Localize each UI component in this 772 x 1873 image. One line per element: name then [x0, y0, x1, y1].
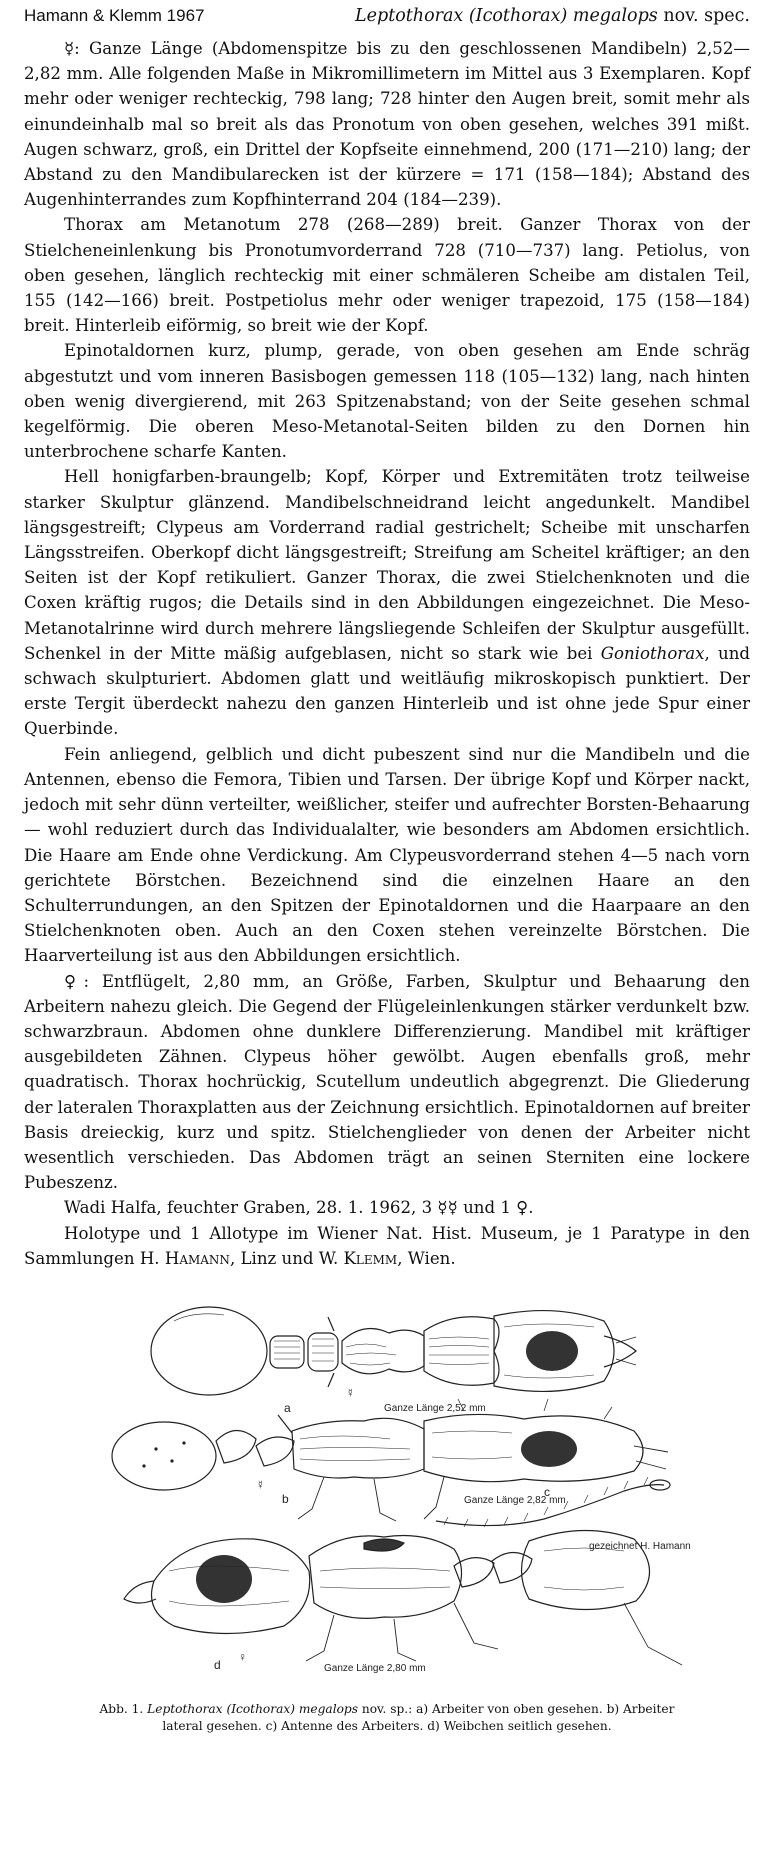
header-authors: Hamann & Klemm 1967 — [24, 6, 205, 25]
worker-symbol-b: ☿ — [256, 1477, 265, 1492]
collector-hamann: Hamann — [164, 1248, 230, 1268]
paragraph-worker-measurements: ☿: Ganze Länge (Abdomenspitze bis zu den geschlossenen Mandibeln) 2,52—2,82 mm. Alle folgenden Maße in Mikromillimetern im Mittel aus 3 Exemplaren. Kopf mehr oder weniger rechteckig, 798 lang; 728 hinter den Augen breit, somit mehr als einundeinhalb mal so breit als das Pronotum von oben gesehen, welches 391 mißt. Augen schwarz, groß, ein Drittel der Kopfseite einnehmend, 200 (171—210) lang; der Abstand zu den Mandibularecken ist der kürzere = 171 (158—184); Abstand des Augenhinterrandes zum Kopfhinterrand 204 (184—239). — [24, 39, 750, 210]
drawing-worker-dorsal — [151, 1307, 636, 1395]
figure-length-a: Ganze Länge 2,52 mm — [384, 1402, 486, 1414]
worker-symbol-a: ☿ — [346, 1385, 355, 1400]
figure-caption — [94, 1701, 680, 1735]
drawing-worker-lateral — [112, 1399, 668, 1521]
figure-label-a: a — [284, 1400, 291, 1415]
color-sculpture-text: Hell honigfarben-braungelb; Kopf, Körper und Extremitäten trotz teilweise starker Skulptur glänzend. Mandibelschneidrand leicht angedunkelt. Mandibel längsgestreift; Clypeus am Vorderrand radial gestrichelt; Scheibe mit unscharfen Längsstreifen. Oberkopf dicht längsgestreift; Streifung am Scheitel kräftiger; an den Seiten ist der Kopf retikuliert. Ganzer Thorax, die zwei Stielchenknoten und die Coxen kräftig rugos; die Details sind in den Abbildungen eingezeichnet. Die Meso-Metanotalrinne wird durch mehrere längsliegende Schleifen der Skulptur ausgefüllt. Schenkel in der Mitte mäßig aufgeblasen, nicht so stark wie bei — [24, 467, 750, 663]
header-suffix: nov. spec. — [663, 6, 750, 26]
caption-species: megalops — [298, 1701, 358, 1716]
figure-length-b: Ganze Länge 2,82 mm — [464, 1494, 566, 1506]
genus-goniothorax: Goniothorax — [600, 643, 705, 663]
color-sculpture-text-end: , und schwach skulpturiert. Abdomen glatt und weitläufig mikroskopisch punktiert. Der erste Tergit überdeckt nahezu den ganzen Hinterleib und ist ohne jede Spur einer Querbinde. — [24, 643, 751, 739]
caption-rest: nov. sp.: a) Arbeiter von oben gesehen. b) Arbeiter lateral gesehen. c) Antenne des Arbeiters. d) Weibchen seitlich gesehen. — [162, 1701, 675, 1733]
paragraph-thorax: Thorax am Metanotum 278 (268—289) breit. Ganzer Thorax von der Stielcheneinlenkung bis Pronotumvorderrand 728 (710—737) lang. Petiolus, von oben gesehen, länglich rechteckig mit einer schmäleren Scheibe am distalen Teil, 155 (142—166) breit. Postpetiolus mehr oder weniger trapezoid, 175 (158—184) breit. Hinterleib eiförmig, so breit wie der Kopf. — [24, 215, 750, 336]
header-genus: Leptothorax — [355, 6, 464, 26]
figure-label-d: d — [214, 1657, 221, 1672]
header-title — [355, 6, 750, 26]
figure-ant-drawings — [24, 1281, 752, 1693]
caption-prefix: Abb. 1. — [99, 1701, 148, 1716]
paragraph-pubescence: Fein anliegend, gelblich und dicht pubeszent sind nur die Mandibeln und die Antennen, ebenso die Femora, Tibien und Tarsen. Der übrige Kopf und Körper nackt, jedoch mit sehr dünn verteilter, weißlicher, steifer und aufrechter Borsten-Behaarung — wohl reduziert durch das Individualalter, wie besonders am Abdomen ersichtlich. Die Haare am Ende ohne Verdickung. Am Clypeusvorderrand stehen 4—5 nach vorn gerichtete Börstchen. Bezeichnend sind die einzelnen Haare an den Schulterrundungen, an den Spitzen der Epinotaldornen und die Haarpaare an den Stielchenknoten oben. Auch an den Coxen stehen vereinzelte Börstchen. Die Haarverteilung ist aus den Abbildungen ersichtlich. — [24, 744, 750, 966]
header-species: megalops — [572, 6, 658, 26]
paragraph-epinotal-spines: Epinotaldornen kurz, plump, gerade, von oben gesehen am Ende schräg abgestutzt und vom inneren Basisbogen gemessen 118 (105—132) lang, nach hinten oben wenig divergierend, mit 263 Spitzenabstand; von der Seite gesehen schmal kegelförmig. Die oberen Meso-Metanotal-Seiten bilden zu den Dornen hin unterbrochene scharfe Kanten. — [24, 341, 750, 462]
paragraph-color-sculpture — [24, 464, 750, 741]
paragraph-female: ♀: Entflügelt, 2,80 mm, an Größe, Farben, Skulptur und Behaarung den Arbeitern nahezu gleich. Die Gegend der Flügeleinlenkungen stärker verdunkelt bzw. schwarzbraun. Abdomen ohne dunklere Differenzierung. Mandibel mit kräftiger ausgebildeten Zähnen. Clypeus höher gewölbt. Augen ebenfalls groß, mehr quadratisch. Thorax hochrückig, Scutellum undeutlich abgegrenzt. Die Gliederung der lateralen Thoraxplatten aus der Zeichnung ersichtlich. Epinotaldornen auf breiter Basis dreieckig, kurz und spitz. Stielchenglieder von denen der Arbeiter nicht wesentlich verschieden. Das Abdomen trägt an seinen Sterniten eine lockere Pubeszenz. — [24, 971, 750, 1193]
figure-signature: gezeichnet H. Hamann — [589, 1540, 691, 1552]
article-body — [24, 36, 750, 1271]
paragraph-locality: Wadi Halfa, feuchter Graben, 28. 1. 1962, 3 ☿☿ und 1 ♀. — [64, 1198, 534, 1218]
types-text-2: , Linz und W. — [229, 1248, 344, 1268]
collector-klemm: Klemm — [343, 1248, 398, 1268]
running-header — [24, 6, 750, 32]
header-subgenus: (Icothorax) — [468, 6, 568, 26]
paragraph-types — [24, 1221, 750, 1271]
caption-genus: Leptothorax — [147, 1701, 223, 1716]
caption-subgenus: (Icothorax) — [226, 1701, 295, 1716]
female-symbol-d: ♀ — [238, 1649, 247, 1664]
figure-label-c: c — [544, 1484, 550, 1499]
types-text: Holotype und 1 Allotype im Wiener Nat. Hist. Museum, je 1 Paratype in den Sammlungen H. — [24, 1223, 750, 1268]
ant-illustration — [24, 1281, 752, 1693]
figure-length-d: Ganze Länge 2,80 mm — [324, 1662, 426, 1674]
types-text-3: , Wien. — [397, 1248, 456, 1268]
figure-label-b: b — [282, 1491, 289, 1506]
